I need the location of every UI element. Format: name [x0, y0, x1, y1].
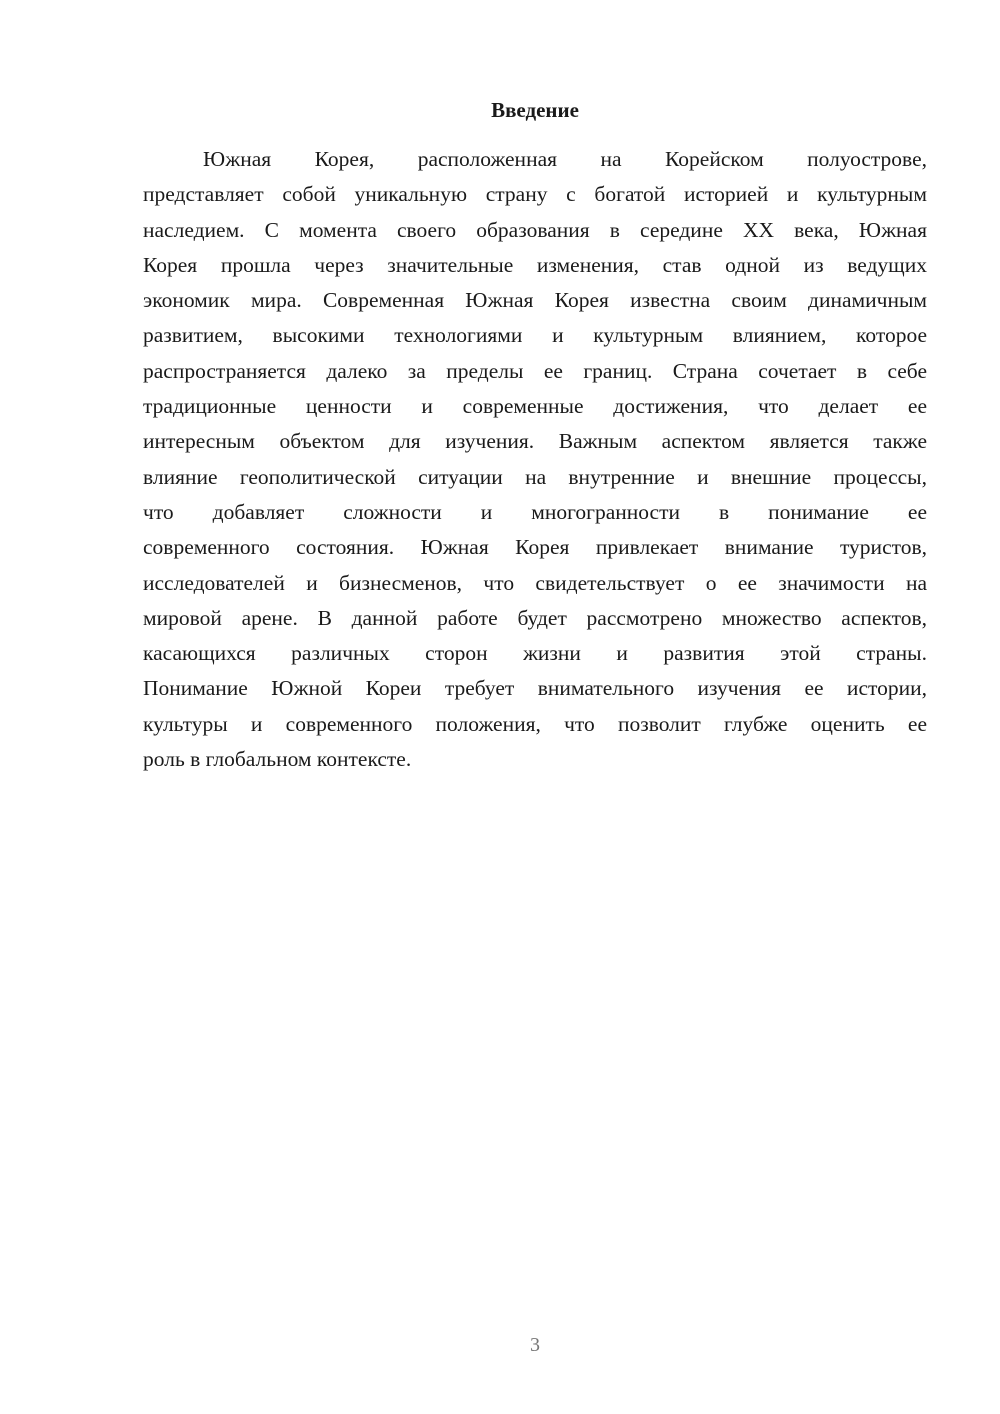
paragraph-line: наследием. С момента своего образования в середине XX века, Южная: [143, 217, 927, 242]
page-number: 3: [530, 1334, 540, 1356]
paragraph-line: исследователей и бизнесменов, что свидетельствует о ее значимости на: [143, 570, 927, 595]
paragraph-line: Южная Корея, расположенная на Корейском полуострове,: [203, 147, 927, 171]
paragraph-line: представляет собой уникальную страну с богатой историей и культурным: [143, 182, 927, 207]
paragraph-line: экономик мира. Современная Южная Корея известна своим динамичным: [143, 288, 927, 313]
section-heading: Введение: [491, 98, 579, 122]
paragraph-line: культуры и современного положения, что позволит глубже оценить ее: [143, 711, 927, 736]
paragraph-line: Корея прошла через значительные изменения, став одной из ведущих: [143, 252, 927, 277]
paragraph-line: Понимание Южной Кореи требует внимательного изучения ее истории,: [143, 676, 927, 701]
paragraph: [143, 142, 927, 777]
paragraph-line: развитием, высокими технологиями и культурным влиянием, которое: [143, 323, 927, 348]
paragraph-line: влияние геополитической ситуации на внутренние и внешние процессы,: [143, 464, 927, 489]
paragraph-line: мировой арене. В данной работе будет рассмотрено множество аспектов,: [143, 605, 927, 630]
paragraph-line: что добавляет сложности и многогранности в понимание ее: [143, 499, 927, 524]
paragraph-line: касающихся различных сторон жизни и развития этой страны.: [143, 641, 927, 666]
paragraph-line: интересным объектом для изучения. Важным аспектом является также: [143, 429, 927, 454]
paragraph-line: распространяется далеко за пределы ее границ. Страна сочетает в себе: [143, 358, 927, 383]
paragraph-line: современного состояния. Южная Корея привлекает внимание туристов,: [143, 535, 927, 560]
paragraph-line: традиционные ценности и современные достижения, что делает ее: [143, 394, 927, 419]
paragraph-line: роль в глобальном контексте.: [143, 747, 412, 772]
